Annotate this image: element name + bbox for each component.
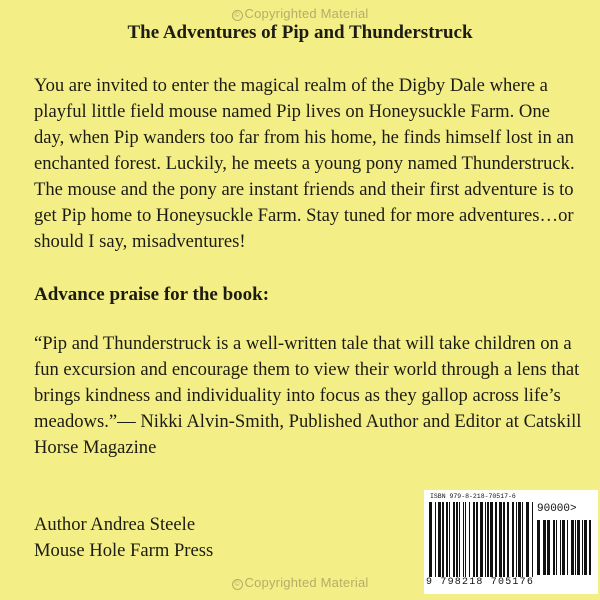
- barcode-bar: [476, 502, 478, 577]
- barcode-bar: [582, 520, 583, 575]
- barcode-bar: [449, 502, 450, 577]
- barcode-bar: [453, 502, 455, 577]
- barcode-bar: [537, 520, 540, 575]
- copyright-watermark-bottom: [0, 575, 600, 590]
- barcode-bar: [473, 502, 475, 577]
- praise-heading: Advance praise for the book:: [34, 284, 270, 305]
- barcode-bar: [584, 520, 587, 575]
- barcode-bar: [518, 502, 521, 577]
- barcode-bar: [429, 502, 432, 577]
- copyright-icon: ©: [232, 579, 243, 590]
- barcode-bar: [562, 520, 565, 575]
- isbn-label: ISBN 979-8-218-70517-6: [430, 493, 516, 500]
- barcode-bar: [516, 502, 517, 577]
- barcode-bar: [575, 520, 576, 575]
- barcode-bar: [589, 520, 591, 575]
- barcode-digits: 9 798218 705176: [426, 577, 535, 588]
- barcode-bar: [463, 502, 464, 577]
- barcode-bar: [469, 502, 470, 577]
- barcode-bar: [495, 502, 497, 577]
- addon-barcode-bars: [537, 520, 593, 575]
- author-line: Author Andrea Steele: [34, 514, 196, 535]
- barcode-bar: [507, 502, 509, 577]
- copyright-icon: ©: [232, 10, 243, 21]
- barcode-bar: [553, 520, 555, 575]
- barcode-bar: [459, 502, 460, 577]
- barcode-bar: [456, 502, 458, 577]
- barcode-bar: [577, 520, 580, 575]
- barcode-bar: [522, 502, 523, 577]
- barcode-bar: [560, 520, 561, 575]
- barcode-bar: [556, 520, 557, 575]
- barcode-bar: [465, 502, 466, 577]
- praise-quote: “Pip and Thunderstruck is a well-written tale that will take children on a fun excursion and encourage them to view their world through a lens that brings kindness and individuality into focus as they gallop across life’s meadows.”— Nikki Alvin-Smith, Published Author and Editor at Catskill Horse Magazine: [34, 333, 582, 458]
- barcode-bar: [490, 502, 493, 577]
- barcode-bar: [512, 502, 514, 577]
- book-title: The Adventures of Pip and Thunderstruck: [127, 22, 473, 43]
- barcode-bar: [446, 502, 448, 577]
- barcode-bar: [442, 502, 444, 577]
- barcode-bar: [503, 502, 505, 577]
- barcode-bar: [567, 520, 568, 575]
- barcode-bar: [547, 520, 550, 575]
- credits: [34, 512, 213, 564]
- copyright-watermark-top: [0, 6, 600, 21]
- book-blurb: You are invited to enter the magical realm of the Digby Dale where a playful little field mouse named Pip lives on Honeysuckle Farm. One day, when Pip wanders too far from his home, he finds himself lost in an enchanted forest. Luckily, he meets a young pony named Thunderstruck. The mouse and the pony are instant friends and their first adventure is to get Pip home to Honeysuckle Farm. Stay tuned for more adventures…or should I say, misadventures!: [34, 75, 575, 252]
- barcode-bar: [543, 520, 546, 575]
- barcode-bar: [480, 502, 483, 577]
- price-code: 90000>: [537, 503, 577, 515]
- barcode-bar: [435, 502, 436, 577]
- publisher-line: Mouse Hole Farm Press: [34, 540, 214, 561]
- barcode-bar: [499, 502, 502, 577]
- barcode-bar: [438, 502, 441, 577]
- barcode-bar: [485, 502, 486, 577]
- watermark-text: Copyrighted Material: [244, 6, 369, 21]
- watermark-text: Copyrighted Material: [244, 575, 369, 590]
- barcode-bar: [532, 502, 533, 577]
- barcode-bar: [526, 502, 529, 577]
- barcode-bar: [571, 520, 574, 575]
- barcode-bar: [487, 502, 489, 577]
- barcode-bars: [429, 502, 533, 577]
